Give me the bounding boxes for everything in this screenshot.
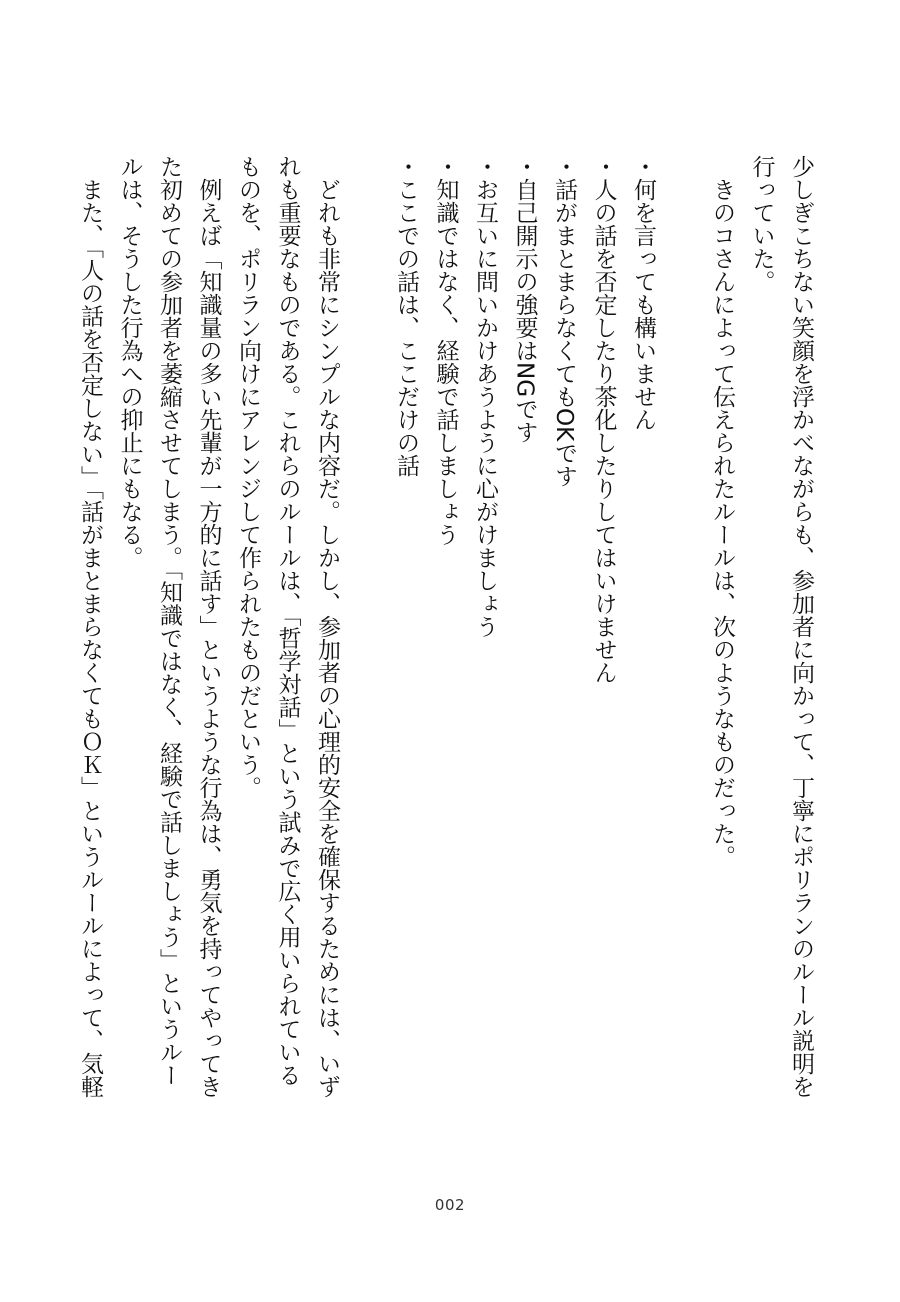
rule-item: ・何を言っても構いません	[630, 155, 656, 431]
body-line: 例えば「知識量の多い先輩が一方的に話す」というような行為は、勇気を持ってやってき	[195, 155, 222, 1098]
rule-item: ・自己開示の強要はNGです	[511, 155, 538, 444]
blank-line	[346, 155, 386, 1095]
page-number: 002	[434, 1196, 466, 1214]
vertical-text-body	[70, 155, 821, 1098]
rule-item: ・人の話を否定したり茶化したりしてはいけません	[590, 155, 617, 684]
body-line: た初めての参加者を萎縮させてしまう。「知識ではなく、経験で話しましょう」というルー	[156, 155, 182, 1087]
body-line: ルは、そうした行為への抑止にもなる。	[116, 155, 143, 569]
body-line: 行っていた。	[748, 155, 775, 293]
blank-line	[662, 155, 702, 1095]
body-line: きのコさんによって伝えられたルールは、次のようなものだった。	[709, 155, 735, 868]
body-line: ものを、ポリラン向けにアレンジして作られたものだという。	[235, 155, 261, 799]
rule-item: ・ここでの話は、ここだけの話	[393, 155, 419, 477]
rule-item: ・お互いに問いかけあうように心がけましょう	[472, 155, 498, 638]
body-line: れも重要なものである。これらのルールは、「哲学対話」という試みで広く用いられている	[274, 155, 301, 1087]
rule-item: ・話がまとまらなくてもOKです	[551, 155, 577, 488]
body-line: 少しぎこちない笑顔を浮かべながらも、参加者に向かって、丁寧にポリランのルール説明を	[788, 155, 814, 1098]
rule-item: ・知識ではなく、経験で話しましょう	[432, 155, 459, 546]
body-line: どれも非常にシンプルな内容だ。しかし、参加者の心理的安全を確保するためには、いず	[314, 155, 340, 1098]
body-line: また、「人の話を否定しない」「話がまとまらなくてもＯＫ」というルールによって、気軽	[77, 155, 103, 1098]
